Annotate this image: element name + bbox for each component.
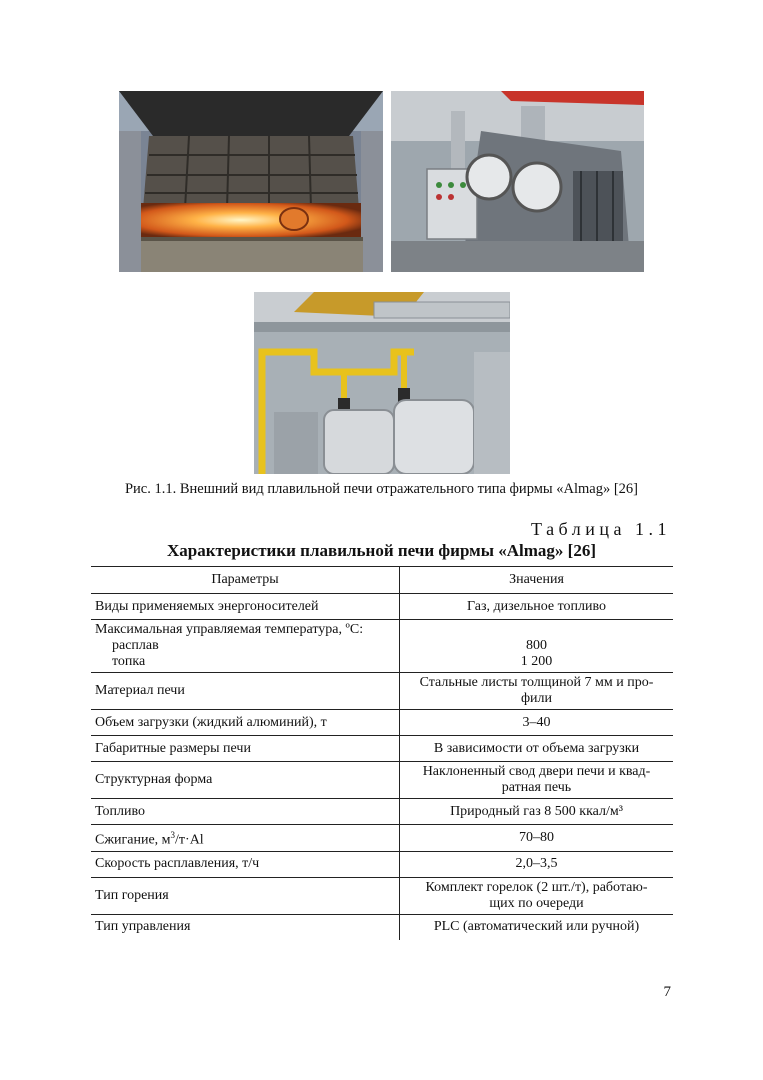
furnace-burners-photo bbox=[254, 292, 510, 474]
table-row bbox=[91, 877, 673, 914]
param-cell: Топливо bbox=[91, 799, 400, 825]
param-cell bbox=[91, 825, 400, 852]
param-cell: Тип управления bbox=[91, 914, 400, 940]
figure-caption: Рис. 1.1. Внешний вид плавильной печи отражательного типа фирмы «Almag» [26] bbox=[124, 481, 639, 497]
value-cell: 70–80 bbox=[400, 825, 674, 852]
furnace-door-photo bbox=[119, 91, 383, 272]
param-cell: Структурная форма bbox=[91, 762, 400, 799]
value-line-1: Стальные листы толщиной 7 мм и про- bbox=[419, 675, 654, 690]
param-cell bbox=[91, 620, 400, 673]
param-sub-melt: расплав bbox=[112, 638, 159, 653]
value-line-1: Наклоненный свод двери печи и квад- bbox=[422, 764, 651, 779]
table-label: Таблица 1.1 bbox=[531, 519, 671, 539]
param-text-unit: /т·Al bbox=[175, 832, 204, 848]
header-values: Значения bbox=[400, 567, 674, 594]
value-line-1: Комплект горелок (2 шт./т), работаю- bbox=[425, 879, 648, 895]
value-cell: 2,0–3,5 bbox=[400, 851, 674, 877]
value-cell: PLC (автоматический или ручной) bbox=[400, 914, 674, 940]
param-sub-firebox: топка bbox=[112, 654, 146, 669]
value-cell bbox=[400, 762, 674, 799]
table-row bbox=[91, 673, 673, 710]
table-header-row bbox=[91, 567, 673, 594]
param-cell: Скорость расплавления, т/ч bbox=[91, 851, 400, 877]
table-row bbox=[91, 620, 673, 673]
table-row bbox=[91, 825, 673, 852]
table-row bbox=[91, 762, 673, 799]
header-parameters: Параметры bbox=[91, 567, 400, 594]
value-line-2: фили bbox=[520, 691, 553, 706]
value-cell: В зависимости от объема загрузки bbox=[400, 736, 674, 762]
param-cell: Виды применяемых энергоносителей bbox=[91, 594, 400, 620]
page-number: 7 bbox=[663, 984, 671, 1000]
furnace-specs-table bbox=[91, 566, 673, 940]
value-cell bbox=[400, 673, 674, 710]
param-main: Максимальная управляемая температура, ºС: bbox=[95, 622, 364, 637]
value-cell: Газ, дизельное топливо bbox=[400, 594, 674, 620]
value-firebox: 1 200 bbox=[520, 654, 553, 669]
param-text: Сжигание, м bbox=[95, 832, 171, 848]
value-melt: 800 bbox=[526, 638, 547, 653]
table-row bbox=[91, 594, 673, 620]
table-row bbox=[91, 736, 673, 762]
value-cell bbox=[400, 877, 674, 914]
table-title: Характеристики плавильной печи фирмы «Almag» [26] bbox=[166, 541, 597, 560]
value-cell: Природный газ 8 500 ккал/м³ bbox=[400, 799, 674, 825]
furnace-control-cabinet-photo bbox=[391, 91, 644, 272]
param-cell: Объем загрузки (жидкий алюминий), т bbox=[91, 710, 400, 736]
param-cell: Материал печи bbox=[91, 673, 400, 710]
value-line-2: ратная печь bbox=[501, 780, 572, 795]
table-row bbox=[91, 851, 673, 877]
table-row bbox=[91, 914, 673, 940]
table-row bbox=[91, 710, 673, 736]
table-row bbox=[91, 799, 673, 825]
param-cell: Габаритные размеры печи bbox=[91, 736, 400, 762]
param-cell: Тип горения bbox=[91, 877, 400, 914]
param-superscript: 3 bbox=[170, 830, 176, 840]
value-cell bbox=[400, 620, 674, 673]
value-cell: 3–40 bbox=[400, 710, 674, 736]
value-line-2: щих по очереди bbox=[489, 895, 584, 911]
